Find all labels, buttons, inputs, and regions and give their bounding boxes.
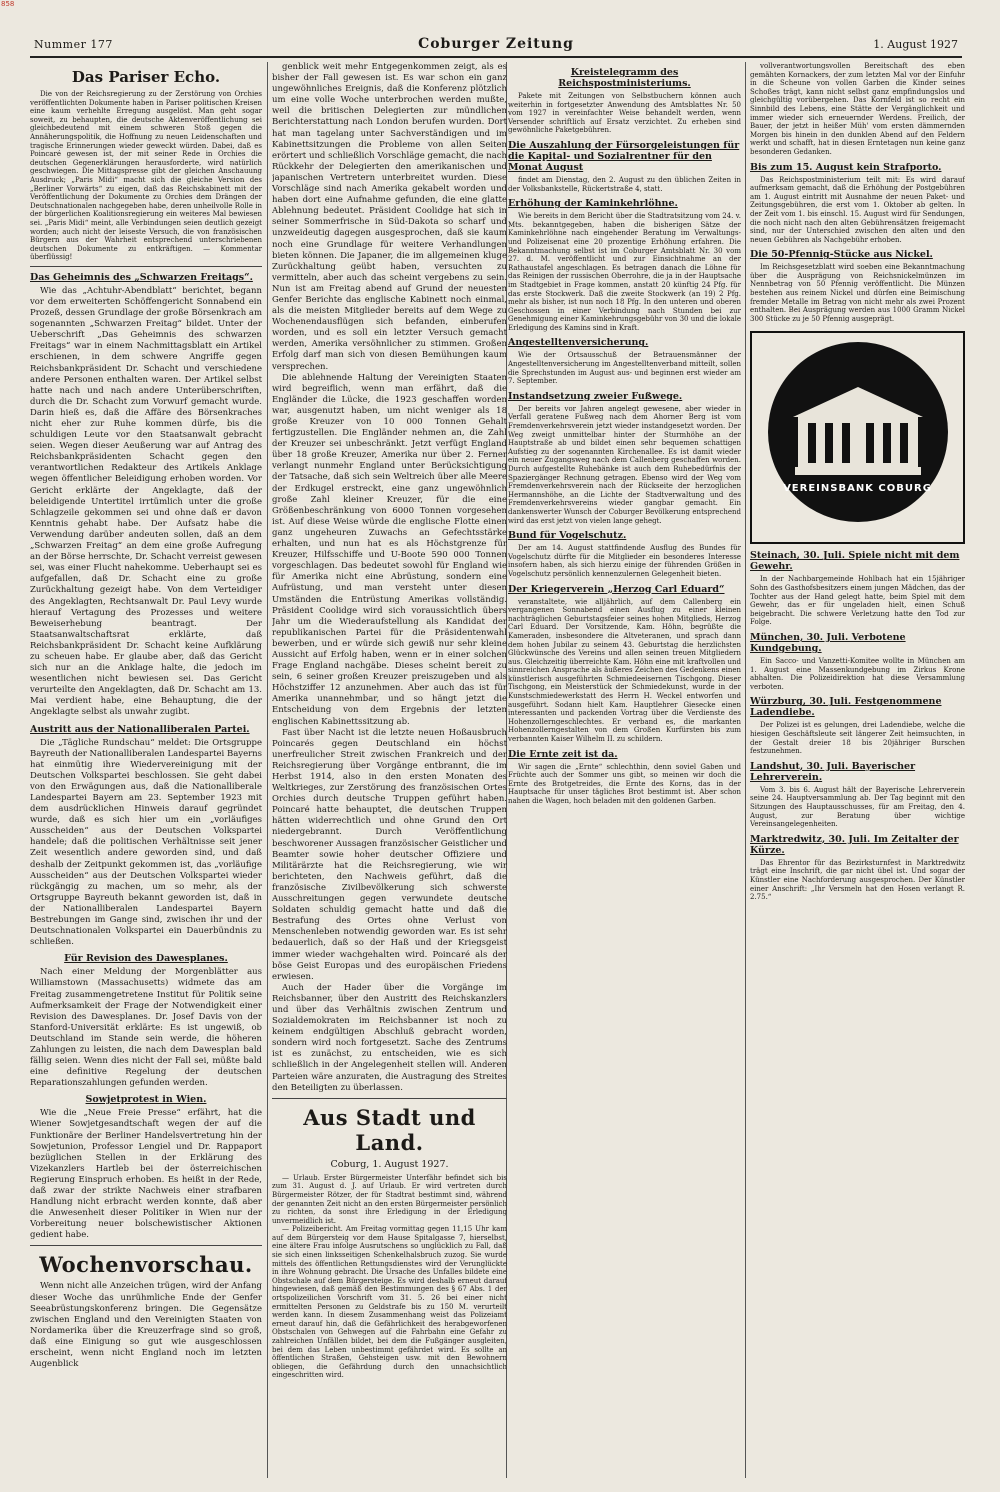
article-body: Wir sagen die „Ernte“ schlechthin, denn soviel Gaben und Früchte auch der Sommer uns gibt, so meinen wir doch die Ernte des Brotgetreides, die Ernte des Korns, das in der Hauptsache für unser tägliches Brot bestimmt ist. Aber schon nahen die Wagen, hoch beladen mit den goldenen Garben.: [508, 762, 741, 805]
section-heading: Würzburg, 30. Juli. Festgenommene Ladendiebe.: [750, 696, 942, 719]
newspaper-title: Coburger Zeitung: [418, 36, 574, 52]
article-body: Die von der Reichsregierung zu der Zerstörung von Orchies veröffentlichten Dokumente haben in Pariser politischen Kreisen eine kaum verhehlte Erregung ausgelöst. Man geht sogar soweit, zu behaupten, die deutsche Aktenveröffentlichung sei gleichbedeutend mit einem schweren Stoß gegen die Annäherungspolitik, die Hoffnung zu neuen Leidenschaften und tragische Erinnerungen wieder geweckt würden. Dabei, daß es Poincaré gewesen ist, der mit seiner Rede in Orchies die deutschen Gegenerklärungen herausforderte, wird natürlich geschwiegen. Die Mittagspresse gibt der gleichen Anschauung Ausdruck; „Paris Midi“ macht sich die gleiche Version des „Berliner Vorwärts“ zu eigen, daß das Reichskabinett mit der Veröffentlichung der Dokumente zu Orchies dem Drängen der Deutschnationalen nachgegeben habe, deren unheilvolle Rolle in der bürgerlichen Koalitionsregierung ein weiteres Mal bewiesen sei. „Paris Midi“ meint, alle Verbindungen seien deutlich gezeigt worden; auch nicht der leiseste Versuch, die von französischen Bürgern aus der Wahrheit entsprechend unterschriebenen deutschen Dokumente zu entkräftigen. — Kommentar überflüssig!: [30, 90, 262, 262]
column-3: [508, 62, 741, 1478]
article-body: Vom 3. bis 6. August hält der Bayerische Lehrerverein seine 24. Hauptversammlung ab. Der Tag beginnt mit den Sitzungen des Hauptausschusses, für am Freitag, den 4. August, zur Beratung über wichtige Vereinsangelegenheiten.: [750, 785, 965, 829]
article-body: Im Reichsgesetzblatt wird soeben eine Bekanntmachung über die Ausprägung von Reichsnickelmünzen im Nennbetrag von 50 Pfennig veröffentlicht. Die Münzen bestehen aus reinem Nickel und dürfen eine Beimischung fremder Metalle im Betrag von nicht mehr als zwei Prozent enthalten. Bei Ausprägung werden aus 1000 Gramm Nickel 300 Stücke zu je 50 Pfennig ausgeprägt.: [750, 263, 965, 323]
article-body: Das Reichspostministerium teilt mit: Es wird darauf aufmerksam gemacht, daß die Erhöhung der Postgebühren am 1. August eintritt mit Ausnahme der neuen Paket- und Zeitungsgebühren, die erst vom 1. Oktober ab gelten. In der Zeit vom 1. bis einschl. 15. August wird für Sendungen, die noch nicht nach den alten Gebührensätzen freigemacht sind, nur der Unterschied zwischen den alten und den neuen Gebühren als Nachgebühr erhoben.: [750, 175, 965, 244]
column-2: [272, 62, 507, 1478]
article-body: Der bereits vor Jahren angelegt gewesene, aber wieder in Verfall geratene Fußweg nach dem Ahorner Berg ist vom Fremdenverkehrsverein jetzt wieder instandgesetzt worden. Der Weg zweigt unmittelbar hinter der Sturmhöhe an der Hauptstraße ab und bildet einen sehr bequemen schattigen Aufstieg zu der sogenannten Kirchenallee. Es ist damit wieder ein neuer Zugangsweg nach dem Callenberg geschaffen worden. Durch aufgestellte Ruhebänke ist auch dem Ruhebedürfnis der Spaziergänger Rechnung getragen. Ebenso wird der Weg vom Fremdenverkehrsverein nach der Rückseite der herzoglichen Hermannshöhe, an die Lichte der Stadtverwaltung und des Fremdenverkehrsvereins wieder gangbar gemacht. Ein dankenswerter Wunsch der Coburger Bevölkerung entsprechend wird das erst jetzt von vielen lange gehegt.: [508, 404, 741, 525]
section-heading: Austritt aus der Nationalliberalen Partei.: [30, 723, 250, 735]
article-body: genblick weit mehr Entgegenkommen zeigt, als es bisher der Fall gewesen ist. Es war schon ein ganz ungewöhnliches Ereignis, daß die Konferenz plötzlich um eine volle Woche unterbrochen werden mußte, weil die britischen Delegierten zur mündlichen Berichterstattung nach London berufen wurden. Dort hat man tagelang unter Sachverständigen und im Kabinettsitzungen die Probleme von allen Seiten erörtert und schließlich Vorschläge gemacht, die nach Rückkehr der Delegierten den amerikanischen und japanischen Vertretern unterbreitet wurden. Diese Vorschläge sind nach Amerika gekabelt worden und haben dort eine Aufnahme gefunden, die eine glatte Ablehnung bedeutet. Präsident Coolidge hat sich in seiner Sommerfrische in Süd-Dakota so scharf und unzweideutig dagegen ausgesprochen, daß sie kaum noch eine Grundlage für weitere Verhandlungen bieten können. Die Japaner, die im allgemeinen kluge Zurückhaltung geübt haben, versuchten zu vermitteln, aber auch das scheint vergebens zu sein. Nun ist am Freitag abend auf Grund der neuesten Genfer Berichte das englische Kabinett noch einmal, als die meisten Mitglieder bereits auf dem Wege zu Wochenendausflügen sich befanden, einberufen worden, und es soll ein letzter Versuch gemacht werden, Amerika versöhnlicher zu stimmen. Großen Erfolg darf man sich von diesen Bemühungen kaum versprechen.: [272, 62, 507, 372]
article-body: Nach einer Meldung der Morgenblätter aus Williamstown (Massachusetts) widmete das am Freitag zusammengetretene Institut für Politik seine Aufmerksamkeit der Frage der Notwendigkeit einer Revision des Dawesplanes. Dr. Josef Davis von der Stanford-Universität erklärte: Es ist ungewiß, ob Deutschland im Stande sein werde, die höheren Zahlungen zu leisten, die nach dem Dawesplan bald fällig seien. Wenn dies nicht der Fall sei, müßte bald eine definitive Regelung der deutschen Reparationszahlungen gefunden werden.: [30, 967, 262, 1089]
article-body: Ein Sacco- und Vanzetti-Komitee wollte in München am 1. August eine Massenkundgebung im Zirkus Krone abhalten. Die Polizeidirektion hat diese Versammlung verboten.: [750, 657, 965, 691]
section-heading: Der Kriegerverein „Herzog Carl Eduard“: [508, 583, 725, 595]
section-heading: Das Geheimnis des „Schwarzen Freitags“.: [30, 271, 253, 283]
column-rule: [745, 62, 746, 1478]
divider: [30, 1245, 262, 1246]
section-heading: Instandsetzung zweier Fußwege.: [508, 390, 683, 402]
article-body: Wie der Ortsausschuß der Betrauensmänner der Angestelltenversicherung im Angestelltenverband mitteilt, sollen die Sprechstunden im August aus- und beginnen erst wieder am 7. September.: [508, 351, 741, 386]
section-heading: Die Ernte zeit ist da.: [508, 748, 618, 760]
divider: [30, 266, 262, 267]
column-1: [30, 62, 262, 1478]
article-body: Das Ehrentor für das Bezirksturnfest in Marktredwitz trägt eine Inschrift, die gar nicht übel ist. Und sogar der Künstler eine Nachforderung ausgesprochen. Der Künstler einer Anschrift: „Ihr Versmeln hat den Hosen verlangt R. 2.75.“: [750, 858, 965, 902]
bank-building-illustration: [763, 337, 953, 527]
issue-date: 1. August 1927: [873, 38, 958, 51]
dateline: Coburg, 1. August 1927.: [330, 1158, 449, 1170]
article-body: Wie das „Achtuhr-Abendblatt“ berichtet, begann vor dem erweiterten Schöffengericht Sonnabend ein Prozeß, dessen Grundlage der große Börsenkrach am sogenannten „Schwarzen Freitag“ bildet. Unter der Ueberschrift „Das Geheimnis des schwarzen Freitags“ war in einem Nachmittagsblatt ein Artikel erschienen, in dem schwere Angriffe gegen Reichsbankpräsident Dr. Schacht und verschiedene andere Personen enthalten waren. Der Artikel selbst hatte nach und nach andere Unterüberschriften, durch die Dr. Schacht zum Vorwurf gemacht wurde. Darin hieß es, daß die Affäre des Börsenkraches nicht eher zur Ruhe kommen dürfe, bis die schuldigen Leute vor den Staatsanwalt gebracht seien. Wegen dieser Aeußerung war auf Antrag des Reichsbankpräsidenten Schacht gegen den verantwortlichen Redakteur des Artikels Anklage wegen öffentlicher Beleidigung erhoben worden. Vor Gericht erklärte der Angeklagte, daß der beleidigende Untertitel irrtümlich unter die große Schlagzeile gekommen sei und ohne daß er davon Kenntnis gehabt habe. Der Aufsatz habe die Verwendung darüber andeuten sollen, daß an dem „Schwarzen Freitag“ an dem eine große Aufregung an der Börse herrschte, Dr. Schacht verreist gewesen sei, was einer Flucht nahekomme. Ueberhaupt sei es aufgefallen, daß Dr. Schacht eine zu große Zurückhaltung gezeigt habe. Von dem Verteidiger des Angeklagten, Rechtsanwalt Dr. Paul Levy wurde hierauf Vertagung des Prozesses und weitere Beweiserhebung beantragt. Der Staatsanwaltschaftsrat erklärte, daß Reichsbankpräsident Dr. Schacht keine Aufklärung zu scheuen habe. Er glaube aber, daß das Gericht sich nur an die Anklage halte, die jedoch im wesentlichen nicht bewiesen sei. Das Gericht verurteilte den Angeklagten, daß Dr. Schacht am 13. Mai verdient habe, eine Behauptung, die der Angeklagte selbst als unwahr zugibt.: [30, 285, 262, 718]
section-heading: Bund für Vogelschutz.: [508, 530, 627, 542]
masthead: [30, 36, 962, 58]
section-heading: Steinach, 30. Juli. Spiele nicht mit dem Gewehr.: [750, 550, 960, 573]
section-heading: Kreistelegramm des Reichspostministeriums.: [558, 67, 691, 89]
section-title: Aus Stadt und Land.: [303, 1104, 476, 1155]
bank-name: VEREINSBANK COBURG: [783, 483, 932, 495]
article-body: — Urlaub. Erster Bürgermeister Unterfähr befindet sich bis zum 31. August d. J. auf Urlaub. Er wird vertreten durch Bürgermeister Rötzer, der für Stadtrat bestimmt sind, während der genannten Zeit nicht an den ersten Bürgermeister persönlich zu richten, da sonst ihre Erledigung in der Erledigung unvermeidlich ist.: [272, 1173, 507, 1225]
article-body: findet am Dienstag, den 2. August zu den üblichen Zeiten in der Volksbankstelle, Rückertstraße 4, statt.: [508, 175, 741, 193]
section-heading: Erhöhung der Kaminkehrlöhne.: [508, 198, 678, 210]
article-title: Das Pariser Echo.: [71, 68, 221, 86]
article-body: Die ablehnende Haltung der Vereinigten Staaten wird begreiflich, wenn man erfährt, daß die Engländer die Lücke, die 1923 geschaffen worden war, ausgenutzt haben, um nicht weniger als 18 große Kreuzer von 10 000 Tonnen Gehalt fertigzustellen. Die Engländer nehmen an, die Zahl der Kreuzer sei unbeschränkt. Jetzt verfügt England über 18 große Kreuzer, Amerika nur über 2. Ferner verlangt nunmehr England unter Berücksichtigung der Tatsache, daß sich sein Weltreich über alle Meere der Erdkugel erstreckt, eine ganz ungewöhnlich große Zahl kleiner Kreuzer, für die eine Größenbeschränkung von 6000 Tonnen vorgesehen ist. Auf diese Weise würde die englische Flotte einen ganz ungeheuren Zuwachs an Gefechtsstärke erhalten, und nun hat es als Höchstgrenze für Kreuzer, Hilfsschiffe und U-Boote 590 000 Tonnen vorgeschlagen. Das bedeutet sowohl für England wie für Amerika nicht eine Abrüstung, sondern eine Aufrüstung, und man versteht unter diesen Umständen die Entrüstung Amerikas vollständig. Präsident Coolidge wird sich voraussichtlich übers Jahr um die Wiederaufstellung als Kandidat der republikanischen Partei für die Präsidentenwahl bewerben, und er würde sich gewiß nur sehr kleine Aussicht auf Erfolg haben, wenn er in einer solchen Frage England nachgäbe. Dieses scheint bereit zu sein, 6 seiner großen Kreuzer preiszugeben und als Höchstziffer 12 anzunehmen. Aber auch das ist für Amerika unannehmbar, und so hängt jetzt die Entscheidung von dem Ergebnis der letzten englischen Kabinettssitzung ab.: [272, 372, 507, 727]
article-body: Der am 14. August stattfindende Ausflug des Bundes für Vogelschutz dürfte für die Mitglieder ein besonderes Interesse insofern haben, als sich hierzu einige der führenden Größen in Vogelschutz persönlich kennenzulernen Gelegenheit bieten.: [508, 544, 741, 578]
article-body: veranstaltete, wie alljährlich, auf dem Callenberg ein vergangenen Sonnabend einen Ausflug zu einer kleinen nachträglichen Geburtstagsfeier seines hohen Mitglieds, Herzog Carl Eduard. Der Vorsitzende, Kam. Höhn, begrüßte die Kameraden, insbesondere die Altveteranen, und sprach dann dem hohen Jubilar zu seinem 43. Geburtstag die herzlichsten Glückwünsche des Vereins und allen seinen treuen Mitgliedern aus. Gleichzeitig überreichte Kam. Höhn eine mit kraftvollen und sinnreichen Ansprache als äußeres Zeichen des Gedenkens einen künstlerisch ausgeführten Schmiedeeisernen Tischgong. Dieser Tischgong, ein Meisterstück der Schmiedekunst, wurde in der Kunstschmiedewerkstatt des Herrn H. Weckel entworfen und ausgeführt. Sodann hielt Kam. Hauptlehrer Giesecke einen interessanten und packenden Vortrag über die Verdienste des Hohenzollerngeschlechtes. Er verband es, die markanten Hohenzollerngestalten von dem Großen Kurfürsten bis zum verbannten Kaiser Wilhelm II. zu schildern.: [508, 597, 741, 744]
section-heading: Sowjetprotest in Wien.: [85, 1094, 207, 1106]
article-body: — Polizeibericht. Am Freitag vormittag gegen 11,15 Uhr kam auf dem Bürgersteig vor dem Hause Spitalgasse 7, hierselbst, eine ältere Frau infolge Ausrutschens so unglücklich zu Fall, daß sie sich einen linksseitigen Schenkelhalsbruch zuzog. Sie wurde mittels des öffentlichen Rettungsdienstes wird der Verunglückte in ihre Wohnung gebracht. Die Ursache des Unfalles bildete eine Obstschale auf dem Bürgersteige. Es wird deshalb erneut darauf hingewiesen, daß gemäß den Bestimmungen des § 67 Abs. 1 der ortspolizeilichen Vorschrift vom 31. 5. 26 bei einer nicht ermittelten Personen zu Geldstrafe bis zu 150 M. verurteilt werden kann. In diesem Zusammenhang weist das Polizeiamt erneut darauf hin, daß die Gefährlichkeit des herabgeworfenen Obstschalen von Gehwegen auf die Fahrbahn eine Gefahr zu zahlreichen Unfällen bildet, bei dem die Fußgänger ausgleiten, bei dem das Leben unbestimmt gefährdet wird. Es sollte an öffentlichen Straßen, Gehsteigen usw. mit den Bewohnern obliegen, die Gefährdung durch den unnachsichtlich eingeschritten wird.: [272, 1225, 507, 1380]
section-heading: Bis zum 15. August kein Strafporto.: [750, 161, 942, 173]
issue-number: Nummer 177: [34, 38, 113, 51]
article-body: Wie die „Neue Freie Presse“ erfährt, hat die Wiener Sowjetgesandtschaft wegen der auf die Funktionäre der Berliner Handelsvertretung hin der Sowjetunion, Professor Lengiel und Dr. Rappaport bezüglichen Stellen in der Erklärung des Vizekanzlers Hartleb bei der österreichischen Regierung Einspruch erhoben. Es heißt in der Rede, daß zwar der strikte Nachweis einer strafbaren Handlung nicht erbracht werden konnte, daß aber die Anwesenheit dieser Politiker in Wien nur der Vorbereitung neuer bolschewistischer Aktionen gedient habe.: [30, 1108, 262, 1241]
article-body: vollverantwortungsvollen Bereitschaft des eben gemähten Kornackers, der zum letzten Mal vor der Einfuhr in die Scheune von vollen Garben die Kinder seines Schoßes trägt, kann nicht selbst ganz empfindungslos und gleichgültig vorübergehen. Das Kornfeld ist so recht ein Sinnbild des Lebens, eine Stätte der Vergänglichkeit und immer wieder sich erneuernder Werdens. Freilich, der Bauer, der jetzt in heißer Müh' vom ersten dämmernden Morgen bis hinein in den dunklen Abend auf den Feldern werkt und schafft, hat in diesen Erntetagen nun keine ganz besonderen Gedanken.: [750, 62, 965, 156]
section-heading: Für Revision des Dawesplanes.: [64, 953, 228, 965]
article-body: Pakete mit Zeitungen von Selbstbuchern können auch weiterhin in fortgesetzter Anwendung des Amtsblattes Nr. 50 vom 1927 in vereinfachter Weise behandelt werden, wenn Versender schriftlich auf Ersatz verzichtet. Zu erheben sind gewöhnliche Paketgebühren.: [508, 92, 741, 135]
column-rule: [267, 62, 268, 1478]
article-body: Der Polizei ist es gelungen, drei Ladendiebe, welche die hiesigen Geschäftsleute seit längerer Zeit heimsuchten, in der Gestalt dreier 18 bis 20jähriger Burschen festzunehmen.: [750, 721, 965, 756]
divider: [272, 1098, 507, 1099]
article-body: Auch der Hader über die Vorgänge im Reichsbanner, über den Austritt des Reichskanzlers und über das Verhältnis zwischen Zentrum und Sozialdemokraten im Reichsbanner ist noch zu keinem endgültigen Abschluß gebracht worden, sondern wird noch fortgesetzt. Sache des Zentrums ist es zunächst, zu entscheiden, wie es sich schließlich in der Angelegenheit stellen will. Anderen Parteien wäre anzuraten, die Austragung des Streites den Beteiligten zu überlassen.: [272, 982, 507, 1093]
section-heading: Marktredwitz, 30. Juli. Im Zeitalter der Kürze.: [750, 833, 959, 856]
article-body: Wenn nicht alle Anzeichen trügen, wird der Anfang dieser Woche das unrühmliche Ende der Genfer Seeabrüstungskonferenz bringen. Die Gegensätze zwischen England und den Vereinigten Staaten von Nordamerika über die Kreuzerfrage sind so groß, daß eine Einigung so gut wie ausgeschlossen erscheint, wenn nicht England noch im letzten Augenblick: [30, 1281, 262, 1370]
article-title: Wochenvorschau.: [39, 1252, 253, 1278]
column-4: [750, 62, 965, 1478]
section-heading: Landshut, 30. Juli. Bayerischer Lehrerverein.: [750, 760, 916, 783]
section-heading: Angestelltenversicherung.: [508, 337, 649, 349]
section-heading: München, 30. Juli. Verbotene Kundgebung.: [750, 632, 906, 654]
section-heading: Die 50-Pfennig-Stücke aus Nickel.: [750, 249, 933, 261]
section-heading: Die Auszahlung der Fürsorgeleistungen für die Kapital- und Sozialrentner für den Monat August: [508, 139, 740, 173]
archive-number: 858: [1, 0, 15, 8]
article-body: In der Nachbargemeinde Hohlbach hat ein 15jähriger Sohn des Gasthofsbesitzers einem jungen Mädchen, das der Tochter aus der Hand gelegt hatte, beim Spiel mit dem Gewehr, das er für ungeladen hielt, einen Schuß beigebracht. Die schwere Verletzung hatte den Tod zur Folge.: [750, 575, 965, 627]
article-body: Fast über Nacht ist die letzte neuen Hoßausbruch Poincarés gegen Deutschland ein höchst unerfreulicher Streit zwischen Frankreich und der Reichsregierung über Vorgänge entbrannt, die im Herbst 1914, also in den ersten Monaten des Weltkrieges, zur Zerstörung des französischen Ortes Orchies durch deutsche Truppen geführt haben. Poincaré hatte behauptet, die deutschen Truppen hätten widerrechtlich und ohne Grund den Ort niedergebrannt. Durch Veröffentlichung beschworener Aussagen französischer Geistlicher und Beamter sowie hoher deutscher Offiziere und Militärärzte hat die Reichsregierung, wie wir berichteten, den Nachweis geführt, daß die französische Zivilbevölkerung sich schwerste Ausschreitungen gegen verwundete deutsche Soldaten schuldig gemacht hatte und daß die Bestrafung des Ortes ohne Verlust von Menschenleben notwendig geworden war. Es ist sehr bedauerlich, daß so der Haß und der Kriegsgeist immer wieder wachgehalten wird. Poincaré als der böse Geist Europas und des europäischen Friedens erwiesen.: [272, 727, 507, 982]
article-body: Die „Tägliche Rundschau“ meldet: Die Ortsgruppe Bayreuth der Nationalliberalen Landespartei Bayerns hat einmütig ihre Wiedervereinigung mit der Deutschen Volkspartei beschlossen. Sie geht dabei von den Erwägungen aus, daß die Nationalliberale Landespartei Bayern am 23. September 1923 mit dem ausdrücklichen Hinweis darauf gegründet wurde, daß es sich hier um ein „vorläufiges Ausscheiden“ aus der Deutschen Volkspartei handele; daß die politischen Verhältnisse seit jener Zeit wesentlich andere geworden sind, und daß deshalb der Zeitpunkt gekommen ist, das „vorläufige Ausscheiden“ aus der Deutschen Volkspartei wieder rückgängig zu machen, um so mehr, als der Ortsgruppe Bayreuth bekannt geworden ist, daß in der Nationalliberalen Landespartei Bayern Bestrebungen im Gange sind, zwischen ihr und der Deutschnationalen Volkspartei ein Dauerbündnis zu schließen.: [30, 737, 262, 948]
article-body: Wie bereits in dem Bericht über die Stadtratsitzung vom 24. v. Mts. bekanntgegeben, haben die bisherigen Sätze der Kaminkehrlöhne nach eingehender Beratung im Verwaltungs- und Polizeisenat eine 20 prozentige Erhöhung erfahren. Die Bekanntmachung selbst ist im Coburger Amtsblatt Nr. 30 vom 27. d. M. veröffentlicht und zur Einsichtnahme an der Rathaustafel angeschlagen. Es betragen danach die Löhne für das Reinigen der russischen Oberrohre, die ja in der Hauptsache im Stadtgebiet in Frage kommen, anstatt 20 künftig 24 Pfg. für das erste Stockwerk. Daß die zweite Stockwerk (an 19) 2 Pfg. mehr als bisher, ist nun noch 18 Pfg. In den unteren und oberen Geschossen in einer Verbindung nach Stunden bei zur Genehmigung einer Kaminkehrungsgebühr von 30 und die lokale Erledigung des Kamins sind in Kraft.: [508, 212, 741, 332]
bank-advertisement: [750, 331, 965, 544]
